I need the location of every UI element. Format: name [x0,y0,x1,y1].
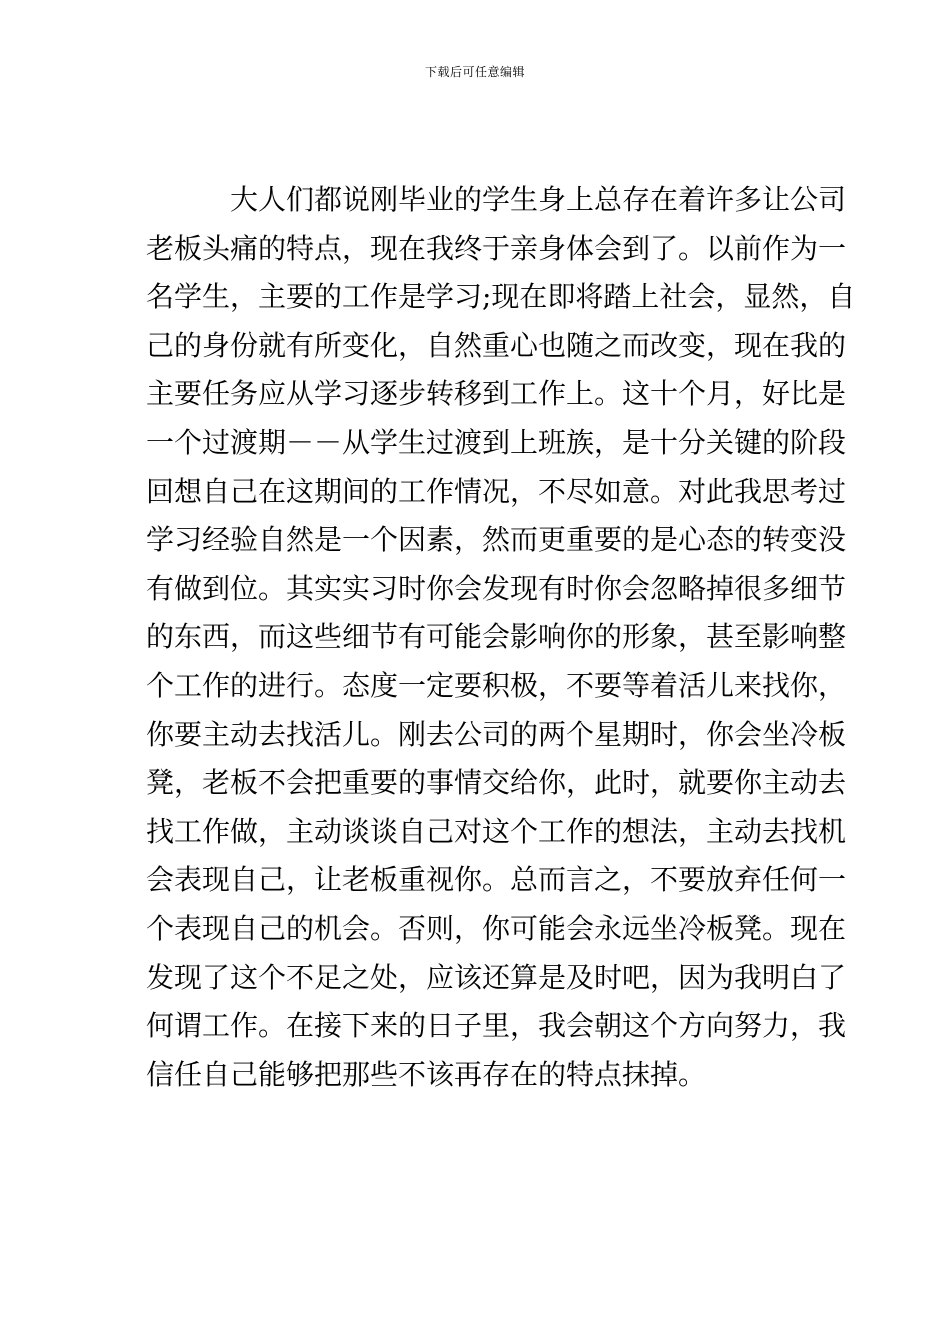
page-header: 下载后可任意编辑 [424,65,525,79]
paragraph-line: 信任自己能够把那些不该再存在的特点抹掉。 [146,1057,707,1091]
paragraph-line: 个工作的进行。态度一定要积极，不要等着活儿来找你， [146,668,847,702]
paragraph-line: 名学生，主要的工作是学习;现在即将踏上社会，显然，自 [146,280,856,314]
paragraph-line: 老板头痛的特点，现在我终于亲身体会到了。以前作为一 [146,231,847,265]
paragraph-line: 大人们都说刚毕业的学生身上总存在着许多让公司 [230,183,847,216]
paragraph-line: 有做到位。其实实习时你会发现有时你会忽略掉很多细节 [146,571,847,605]
paragraph-line: 的东西，而这些细节有可能会影响你的形象，甚至影响整 [146,620,847,654]
paragraph-line: 己的身份就有所变化，自然重心也随之而改变，现在我的 [146,328,847,362]
paragraph-line: 找工作做，主动谈谈自己对这个工作的想法，主动去找机 [146,814,847,848]
document-body [146,176,856,1099]
paragraph-line: 主要任务应从学习逐步转移到工作上。这十个月，好比是 [146,377,847,411]
paragraph-line: 学习经验自然是一个因素，然而更重要的是心态的转变没 [146,523,847,557]
paragraph-line: 会表现自己，让老板重视你。总而言之，不要放弃任何一 [146,863,847,897]
paragraph-line: 一个过渡期－－从学生过渡到上班族，是十分关键的阶段 [146,425,847,459]
paragraph-line: 何谓工作。在接下来的日子里，我会朝这个方向努力，我 [146,1009,847,1043]
paragraph-line: 发现了这个不足之处，应该还算是及时吧，因为我明白了 [146,960,847,994]
paragraph-line: 回想自己在这期间的工作情况，不尽如意。对此我思考过 [146,474,847,508]
paragraph-line: 个表现自己的机会。否则，你可能会永远坐冷板凳。现在 [146,911,847,945]
paragraph-line: 凳，老板不会把重要的事情交给你，此时，就要你主动去 [146,766,847,800]
paragraph-line: 你要主动去找活儿。刚去公司的两个星期时，你会坐冷板 [146,717,847,751]
